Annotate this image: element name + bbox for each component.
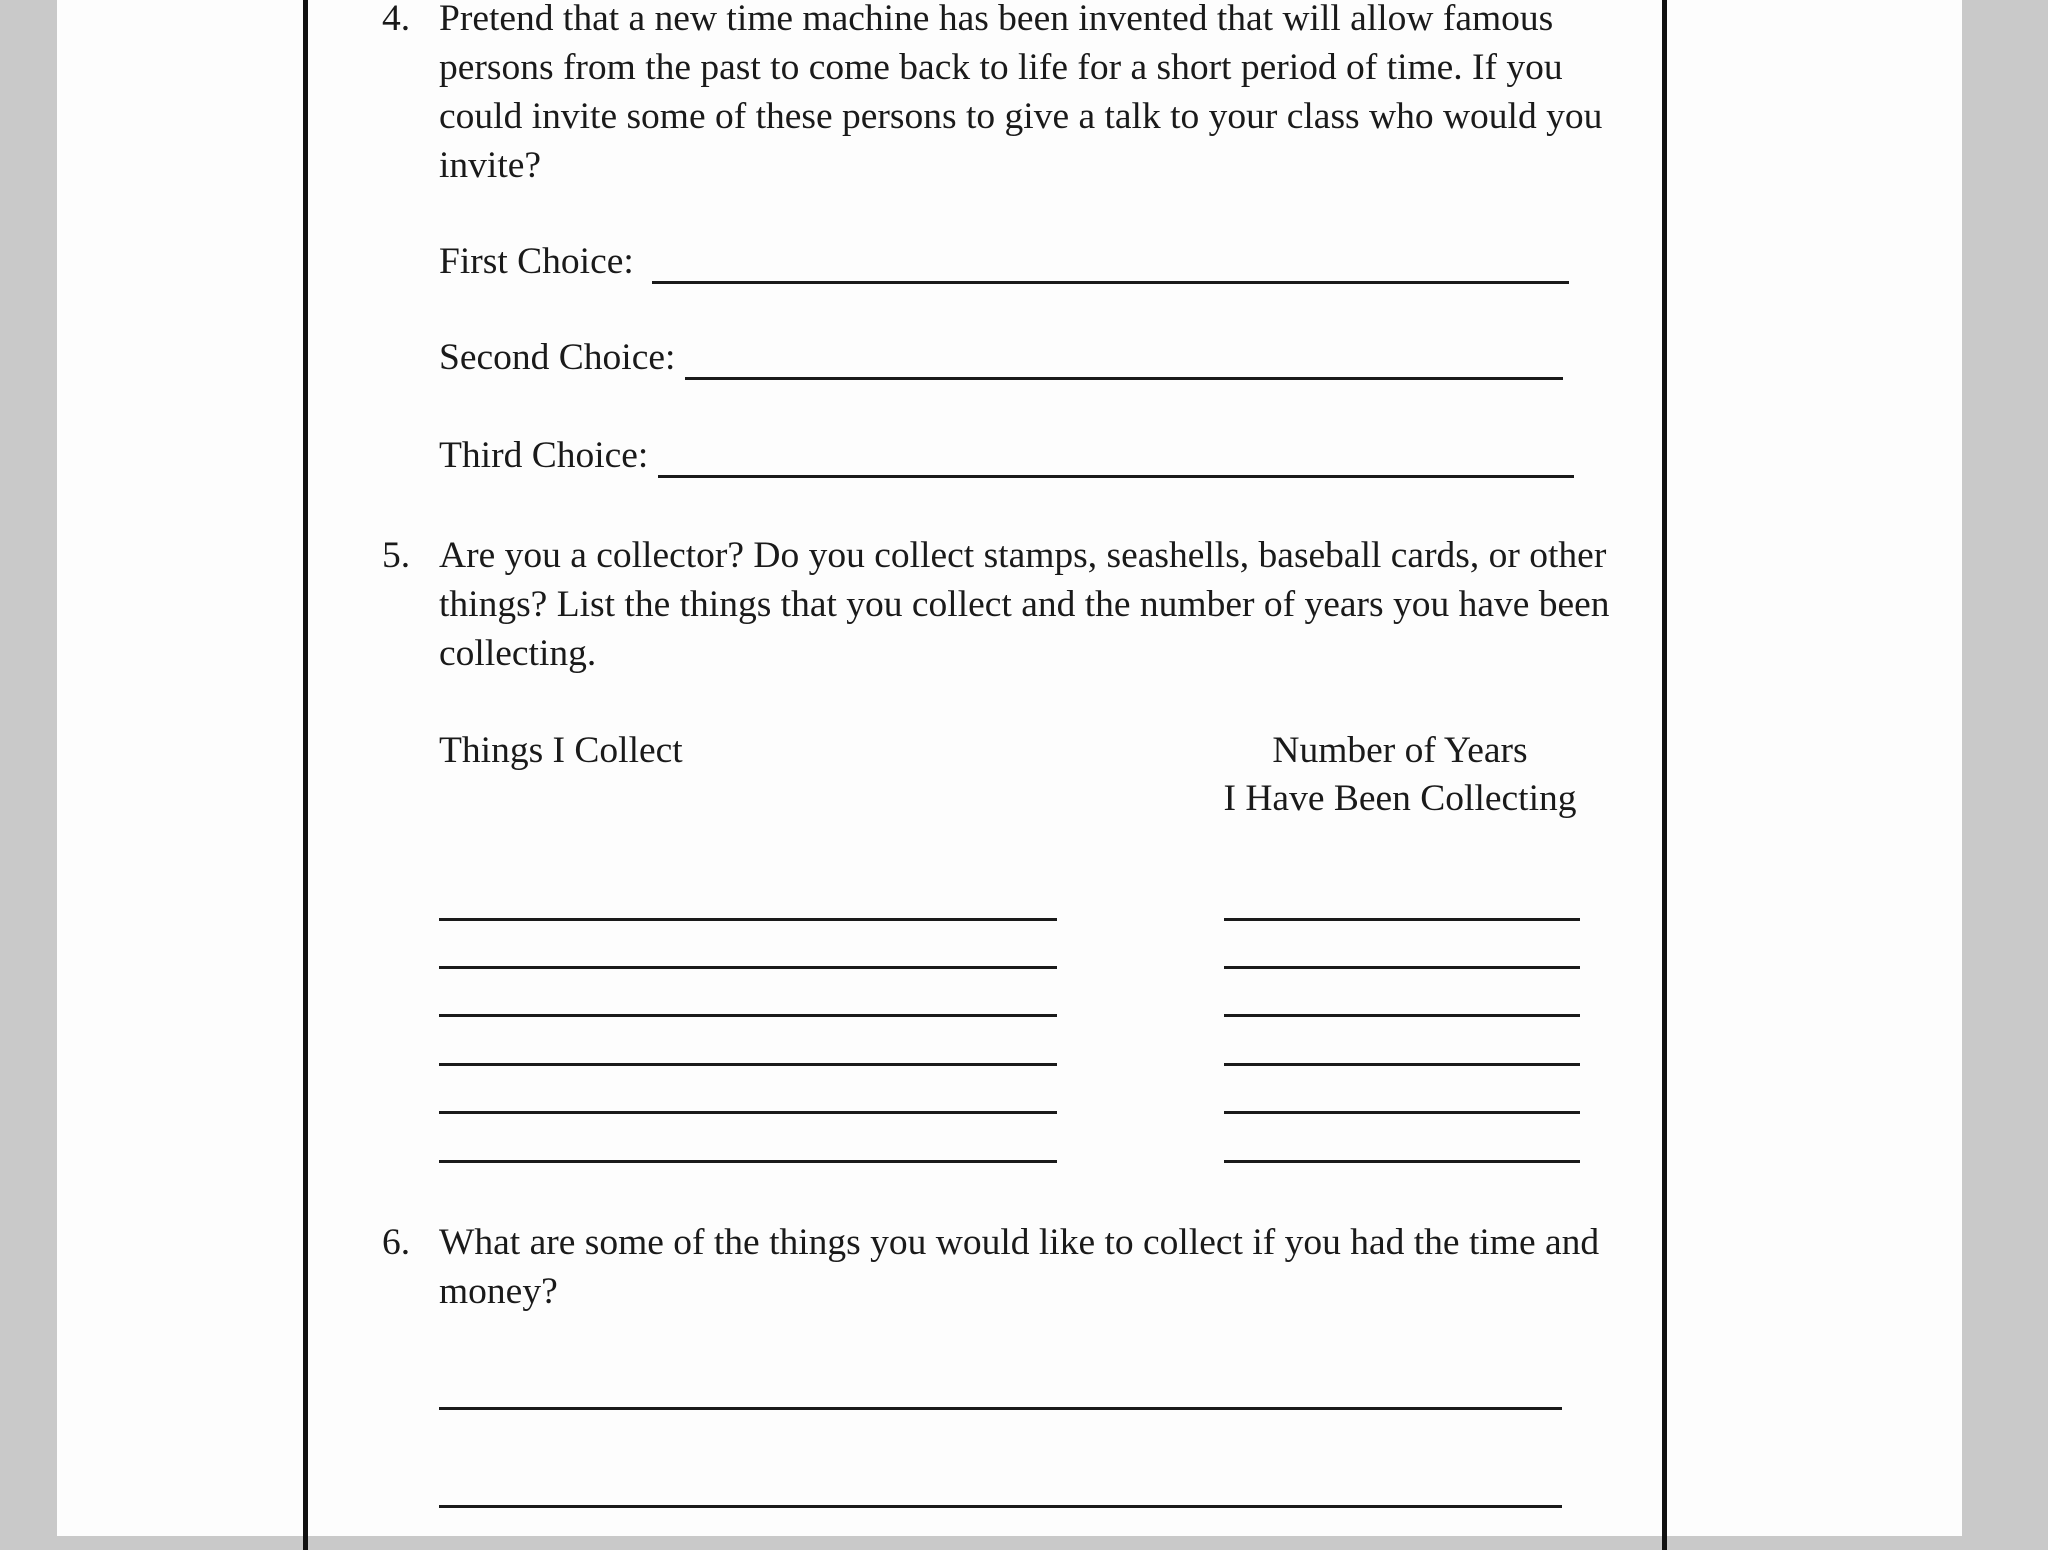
collect-item-field[interactable] (439, 1063, 1057, 1066)
years-collecting-header-line1: Number of Years (1272, 730, 1528, 771)
collect-years-field[interactable] (1224, 1014, 1580, 1017)
second-choice-field[interactable] (685, 377, 1563, 380)
question-6-text: What are some of the things you would like to collect if you had the time and money? (439, 1222, 1600, 1312)
collect-years-field[interactable] (1224, 918, 1580, 921)
things-i-collect-header: Things I Collect (439, 730, 683, 771)
question-5-text: Are you a collector? Do you collect stamps, seashells, baseball cards, or other things? List the things that you collect and the number of years you have been collecting. (439, 535, 1610, 674)
question-4-text: Pretend that a new time machine has been invented that will allow famous persons from the past to come back to life for a short period of time. If you could invite some of these persons to give a talk to your class who would you invite? (439, 0, 1603, 186)
second-choice-label: Second Choice: (439, 337, 676, 378)
collect-years-field[interactable] (1224, 1111, 1580, 1114)
collect-years-field[interactable] (1224, 1160, 1580, 1163)
collect-item-field[interactable] (439, 1160, 1057, 1163)
collect-item-field[interactable] (439, 1014, 1057, 1017)
wish-collect-answer-field[interactable] (439, 1407, 1562, 1410)
first-choice-field[interactable] (652, 281, 1569, 284)
question-6-number: 6. (382, 1222, 411, 1263)
question-4-number: 4. (382, 0, 411, 39)
question-5-number: 5. (382, 535, 411, 576)
collect-item-field[interactable] (439, 1111, 1057, 1114)
collect-item-field[interactable] (439, 966, 1057, 969)
wish-collect-answer-field[interactable] (439, 1505, 1562, 1508)
collect-years-field[interactable] (1224, 1063, 1580, 1066)
collect-years-field[interactable] (1224, 966, 1580, 969)
collect-item-field[interactable] (439, 918, 1057, 921)
first-choice-label: First Choice: (439, 241, 634, 282)
third-choice-label: Third Choice: (439, 435, 649, 476)
third-choice-field[interactable] (658, 475, 1574, 478)
years-collecting-header-line2: I Have Been Collecting (1223, 778, 1577, 819)
